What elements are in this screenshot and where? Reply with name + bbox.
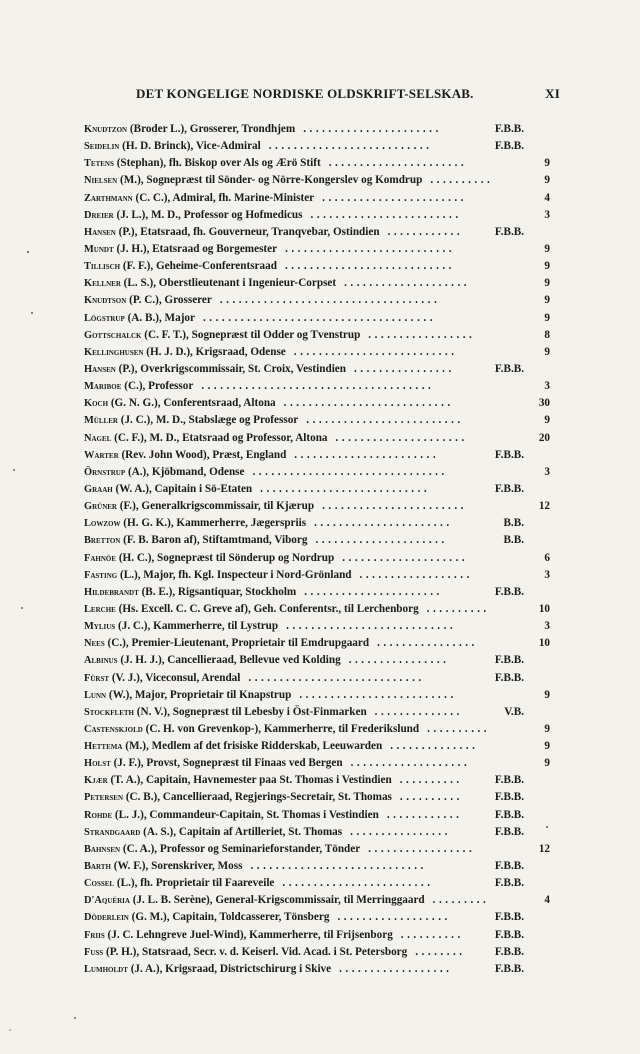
leader-dots: ...................... bbox=[314, 517, 453, 530]
entry-description: (C. B.), Cancellieraad, Regjerings-Secretair, St. Thomas bbox=[123, 791, 392, 804]
entry-surname: Kellinghusen bbox=[84, 346, 144, 358]
entry-reference: 9 bbox=[544, 722, 550, 735]
entry-surname: Mundt bbox=[84, 243, 114, 255]
leader-dots: .................... bbox=[342, 551, 469, 564]
entry-reference: 3 bbox=[544, 568, 550, 581]
entry-reference: 20 bbox=[538, 431, 550, 444]
entry-surname: Petersen bbox=[84, 792, 124, 804]
entry-description: (W.), Major, Proprietair til Knapstrup bbox=[106, 688, 292, 701]
entry-surname: Strandgaard bbox=[84, 826, 141, 838]
entry-description: (F. F.), Geheime-Conferentsraad bbox=[120, 260, 277, 273]
leader-dots: ............ bbox=[387, 225, 464, 238]
entry-description: (F.), Generalkrigscommissair, til Kjærup bbox=[116, 500, 315, 513]
entry-reference: 12 bbox=[538, 500, 550, 513]
entry-surname: Castenskjold bbox=[84, 723, 143, 735]
page-number: XI bbox=[545, 86, 560, 101]
entry-reference: B.B. bbox=[503, 534, 524, 547]
entry-description: (M.), Sognepræst til Sönder- og Nörre-Kongerslev og Komdrup bbox=[117, 174, 423, 187]
entry-reference: 8 bbox=[544, 328, 550, 341]
entry-reference: F.B.B. bbox=[494, 671, 524, 684]
entry-reference: 9 bbox=[544, 311, 550, 324]
leader-dots: ........................... bbox=[285, 242, 456, 255]
leader-dots: .......... bbox=[427, 722, 491, 735]
leader-dots: ................ bbox=[377, 637, 478, 650]
leader-dots: ................. bbox=[368, 328, 476, 341]
entry-surname: Hettema bbox=[84, 741, 123, 753]
entry-description: (H. G. K.), Kammerherre, Jægerspriis bbox=[120, 517, 307, 530]
leader-dots: ......... bbox=[432, 894, 490, 907]
entry-description: (J. H.), Etatsraad og Borgemester bbox=[113, 242, 278, 255]
leader-dots: ..................... bbox=[335, 431, 468, 444]
entry-surname: Nielsen bbox=[84, 175, 118, 187]
entry-reference: F.B.B. bbox=[494, 808, 524, 821]
entry-description: (P.), Etatsraad, fh. Gouverneur, Tranqvebar, Ostindien bbox=[115, 225, 380, 238]
speck bbox=[546, 826, 548, 828]
entry-surname: Knudtson bbox=[84, 295, 127, 307]
entry-reference: 12 bbox=[538, 842, 550, 855]
entry-surname: Fuss bbox=[84, 946, 104, 958]
entry-description: (T. A.), Capitain, Havnemester paa St. Thomas i Vestindien bbox=[107, 774, 392, 787]
leader-dots: ........................ bbox=[310, 208, 462, 221]
entry-reference: B.B. bbox=[503, 517, 524, 530]
entry-surname: Döderlein bbox=[84, 912, 129, 924]
entry-surname: Hildebrandt bbox=[84, 586, 139, 598]
entry-description: (W. A.), Capitain i Sö-Etaten bbox=[112, 482, 253, 495]
entry-surname: Kjær bbox=[84, 775, 108, 787]
entry-surname: D'Aquéria bbox=[84, 895, 130, 907]
leader-dots: .......... bbox=[430, 174, 494, 187]
leader-dots: ....................... bbox=[322, 500, 467, 513]
entry-description: (H. C.), Sognepræst til Sönderup og Nordrup bbox=[116, 551, 335, 564]
entry-reference: 3 bbox=[544, 465, 550, 478]
entry-reference: F.B.B. bbox=[494, 911, 524, 924]
leader-dots: ..................... bbox=[315, 534, 448, 547]
leader-dots: .......................... bbox=[268, 140, 433, 153]
entry-surname: Mylius bbox=[84, 621, 116, 633]
entry-description: (P.), Overkrigscommissair, St. Croix, Vestindien bbox=[115, 362, 346, 375]
entry-surname: Knudtzon bbox=[84, 124, 128, 135]
entry-description: (L.), fh. Proprietair til Faareveile bbox=[114, 877, 275, 890]
leader-dots: .................. bbox=[359, 568, 473, 581]
leader-dots: .................. bbox=[337, 911, 451, 924]
leader-dots: ................... bbox=[350, 757, 471, 770]
entry-description: (C.), Professor bbox=[121, 380, 194, 393]
entry-reference: F.B.B. bbox=[494, 928, 524, 941]
leader-dots: ................. bbox=[368, 842, 476, 855]
entry-description: (W. F.), Sorenskriver, Moss bbox=[110, 860, 243, 873]
entry-description: (H. D. Brinck), Vice-Admiral bbox=[119, 140, 261, 153]
entry-surname: Hansen bbox=[84, 226, 116, 238]
entry-surname: Grüner bbox=[84, 501, 117, 513]
entry-reference: F.B.B. bbox=[494, 585, 524, 598]
entry-description: (G. N. G.), Conferentsraad, Altona bbox=[108, 397, 276, 410]
leader-dots: ...................... bbox=[328, 157, 468, 170]
speck bbox=[13, 469, 15, 471]
leader-dots: ......................... bbox=[299, 688, 457, 701]
entry-description: (P. H.), Statsraad, Secr. v. d. Keiserl. Vid. Acad. i St. Petersborg bbox=[103, 945, 408, 958]
entry-reference: F.B.B. bbox=[494, 448, 524, 461]
entry-surname: Holst bbox=[84, 758, 111, 770]
leader-dots: .............. bbox=[374, 705, 463, 718]
entry-reference: F.B.B. bbox=[494, 877, 524, 890]
entry-surname: Seidelin bbox=[84, 141, 120, 153]
entry-reference: 3 bbox=[544, 620, 550, 633]
entry-reference: F.B.B. bbox=[494, 860, 524, 873]
entry-description: (A. S.), Capitain af Artilleriet, St. Thomas bbox=[140, 825, 343, 838]
entry-description: (A. B.), Major bbox=[124, 311, 195, 324]
leader-dots: ....................... bbox=[322, 191, 467, 204]
entry-surname: Friis bbox=[84, 929, 105, 941]
leader-dots: ........ bbox=[415, 945, 466, 958]
entry-description: (F. B. Baron af), Stiftamtmand, Viborg bbox=[120, 534, 308, 547]
leader-dots: ..................................... bbox=[203, 311, 436, 324]
entry-description: (P. C.), Grosserer bbox=[126, 294, 212, 307]
leader-dots: ................ bbox=[348, 654, 450, 667]
entry-description: (L.), Major, fh. Kgl. Inspecteur i Nord-Grönland bbox=[117, 568, 352, 581]
entry-description: (Rev. John Wood), Præst, England bbox=[118, 448, 287, 461]
entry-description: (M.), Medlem af det frisiske Ridderskab, Leeuwarden bbox=[122, 740, 383, 753]
leader-dots: ........................... bbox=[286, 620, 457, 633]
speck bbox=[31, 312, 33, 314]
leader-dots: ........................ bbox=[282, 877, 434, 890]
entry-reference: V.B. bbox=[504, 705, 524, 718]
entry-surname: Fürst bbox=[84, 672, 110, 684]
entry-reference: 4 bbox=[544, 191, 550, 204]
entry-surname: Tillisch bbox=[84, 261, 121, 273]
entry-reference: 9 bbox=[544, 242, 550, 255]
leader-dots: ...................... bbox=[303, 123, 442, 135]
page-title: DET KONGELIGE NORDISKE OLDSKRIFT-SELSKAB. bbox=[136, 86, 474, 101]
entry-surname: Barth bbox=[84, 861, 111, 873]
entry-description: (J. L. B. Serène), General-Krigscommissair, til Merringgaard bbox=[129, 894, 425, 907]
leader-dots: ................ bbox=[354, 362, 455, 375]
entry-reference: 9 bbox=[544, 757, 550, 770]
entry-reference: 9 bbox=[544, 345, 550, 358]
entry-reference: F.B.B. bbox=[494, 654, 524, 667]
entry-surname: Warter bbox=[84, 449, 119, 461]
entry-surname: Kellner bbox=[84, 278, 121, 290]
entry-reference: 3 bbox=[544, 380, 550, 393]
entry-surname: Hansen bbox=[84, 363, 116, 375]
entry-reference: 9 bbox=[544, 174, 550, 187]
entry-surname: Cossel bbox=[84, 878, 115, 890]
entry-reference: 10 bbox=[538, 602, 550, 615]
entry-surname: Örnstrup bbox=[84, 466, 126, 478]
entry-reference: F.B.B. bbox=[494, 225, 524, 238]
entry-description: (C.), Premier-Lieutenant, Proprietair til Emdrupgaard bbox=[104, 637, 370, 650]
entry-reference: 9 bbox=[544, 157, 550, 170]
entry-surname: Albinus bbox=[84, 655, 118, 667]
leader-dots: .................... bbox=[344, 277, 471, 290]
leader-dots: .................. bbox=[339, 962, 453, 975]
entry-surname: Fahnöe bbox=[84, 552, 117, 564]
entry-reference: 9 bbox=[544, 688, 550, 701]
entry-reference: 4 bbox=[544, 894, 550, 907]
speck bbox=[21, 607, 23, 609]
leader-dots: ........................... bbox=[260, 482, 431, 495]
entry-description: (C. F.), M. D., Etatsraad og Professor, Altona bbox=[111, 431, 328, 444]
leader-dots: .......... bbox=[399, 791, 463, 804]
leader-dots: ................................... bbox=[219, 294, 441, 307]
entry-description: (Stephan), fh. Biskop over Als og Ærö Stift bbox=[113, 157, 321, 170]
entry-surname: Lowzow bbox=[84, 518, 121, 530]
entry-reference: 3 bbox=[544, 208, 550, 221]
entry-reference: 6 bbox=[544, 551, 550, 564]
entry-description: (C. H. von Grevenkop-), Kammerherre, til Frederikslund bbox=[142, 722, 420, 735]
leader-dots: ............ bbox=[386, 808, 463, 821]
entry-reference: F.B.B. bbox=[494, 962, 524, 975]
entry-description: (J. H. J.), Cancellieraad, Bellevue ved Kolding bbox=[117, 654, 341, 667]
entry-description: (A.), Kjöbmand, Odense bbox=[125, 465, 245, 478]
leader-dots: .......... bbox=[399, 774, 463, 787]
leader-dots: ...................... bbox=[304, 585, 443, 598]
entry-reference: 9 bbox=[544, 414, 550, 427]
entry-surname: Müller bbox=[84, 415, 118, 427]
entry-description: (C. C.), Admiral, fh. Marine-Minister bbox=[132, 191, 315, 204]
entry-reference: F.B.B. bbox=[494, 362, 524, 375]
leader-dots: .......... bbox=[400, 928, 464, 941]
leader-dots: ..................................... bbox=[201, 380, 435, 393]
leader-dots: ......................... bbox=[306, 414, 464, 427]
entry-surname: Lerche bbox=[84, 603, 116, 615]
entry-surname: Lunn bbox=[84, 689, 107, 701]
entry-reference: 9 bbox=[544, 260, 550, 273]
entry-reference: F.B.B. bbox=[494, 123, 524, 135]
entry-description: (J. F.), Provst, Sognepræst til Finaas ved Bergen bbox=[110, 757, 343, 770]
entry-surname: Koch bbox=[84, 398, 109, 410]
entry-surname: Mariboe bbox=[84, 381, 122, 393]
entry-surname: Stockfleth bbox=[84, 706, 134, 718]
entry-reference: 9 bbox=[544, 740, 550, 753]
leader-dots: ............................... bbox=[252, 465, 448, 478]
entry-description: (J. C.), M. D., Stabslæge og Professor bbox=[117, 414, 299, 427]
entry-description: (C. F. T.), Sognepræst til Odder og Tvenstrup bbox=[141, 328, 361, 341]
entry-description: (Hs. Excell. C. C. Greve af), Geh. Conferentsr., til Lerchenborg bbox=[115, 602, 419, 615]
entry-surname: Fasting bbox=[84, 569, 118, 581]
speck bbox=[74, 1017, 76, 1019]
entry-description: (J. L.), M. D., Professor og Hofmedicus bbox=[113, 208, 303, 221]
entry-surname: Zarthmann bbox=[84, 192, 133, 204]
entry-description: (H. J. D.), Krigsraad, Odense bbox=[143, 345, 286, 358]
speck bbox=[9, 1029, 11, 1031]
entry-surname: Gottschalck bbox=[84, 329, 142, 341]
entry-reference: F.B.B. bbox=[494, 482, 524, 495]
leader-dots: ................ bbox=[350, 825, 451, 838]
leader-dots: ............................ bbox=[250, 860, 427, 873]
leader-dots: .............. bbox=[390, 740, 479, 753]
entry-surname: Nagel bbox=[84, 432, 112, 444]
entry-description: (G. M.), Capitain, Toldcasserer, Tönsberg bbox=[128, 911, 330, 924]
leader-dots: .......................... bbox=[293, 345, 458, 358]
leader-dots: ....................... bbox=[294, 448, 440, 461]
entry-surname: Graah bbox=[84, 483, 113, 495]
entry-description: (B. E.), Rigsantiquar, Stockholm bbox=[138, 585, 297, 598]
entry-surname: Lögstrup bbox=[84, 312, 125, 324]
leader-dots: .......... bbox=[426, 602, 490, 615]
entry-reference: 9 bbox=[544, 277, 550, 290]
entry-description: (J. C. Lehngreve Juel-Wind), Kammerherre, til Frijsenborg bbox=[104, 928, 393, 941]
entry-description: (Broder L.), Grosserer, Trondhjem bbox=[127, 123, 296, 135]
entry-reference: 10 bbox=[538, 637, 550, 650]
entry-description: (N. V.), Sognepræst til Lebesby i Öst-Finmarken bbox=[134, 705, 367, 718]
speck bbox=[27, 251, 29, 253]
entry-description: (L. J.), Commandeur-Capitain, St. Thomas i Vestindien bbox=[112, 808, 379, 821]
entry-reference: F.B.B. bbox=[494, 140, 524, 153]
entry-surname: Bahnsen bbox=[84, 843, 121, 855]
entry-surname: Tetens bbox=[84, 158, 114, 170]
entry-reference: F.B.B. bbox=[494, 774, 524, 787]
entry-reference: F.B.B. bbox=[494, 791, 524, 804]
leader-dots: ........................... bbox=[283, 397, 454, 410]
entry-surname: Dreier bbox=[84, 209, 114, 221]
entry-description: (V. J.), Viceconsul, Arendal bbox=[109, 671, 241, 684]
entry-reference: 9 bbox=[544, 294, 550, 307]
entry-surname: Rohde bbox=[84, 809, 113, 821]
entry-reference: F.B.B. bbox=[494, 825, 524, 838]
leader-dots: ........................... bbox=[284, 260, 455, 273]
entry-surname: Bretton bbox=[84, 535, 121, 547]
entry-description: (C. A.), Professor og Seminarieforstander, Tönder bbox=[120, 842, 361, 855]
entry-reference: 30 bbox=[538, 397, 550, 410]
entry-reference: F.B.B. bbox=[494, 945, 524, 958]
entry-description: (J. C.), Kammerherre, til Lystrup bbox=[115, 620, 279, 633]
entry-surname: Nees bbox=[84, 638, 105, 650]
entry-description: (L. S.), Oberstlieutenant i Ingenieur-Corpset bbox=[120, 277, 337, 290]
entry-description: (J. A.), Krigsraad, Districtschirurg i Skive bbox=[127, 962, 332, 975]
entry-surname: Lumholdt bbox=[84, 963, 128, 975]
leader-dots: ............................ bbox=[248, 671, 425, 684]
